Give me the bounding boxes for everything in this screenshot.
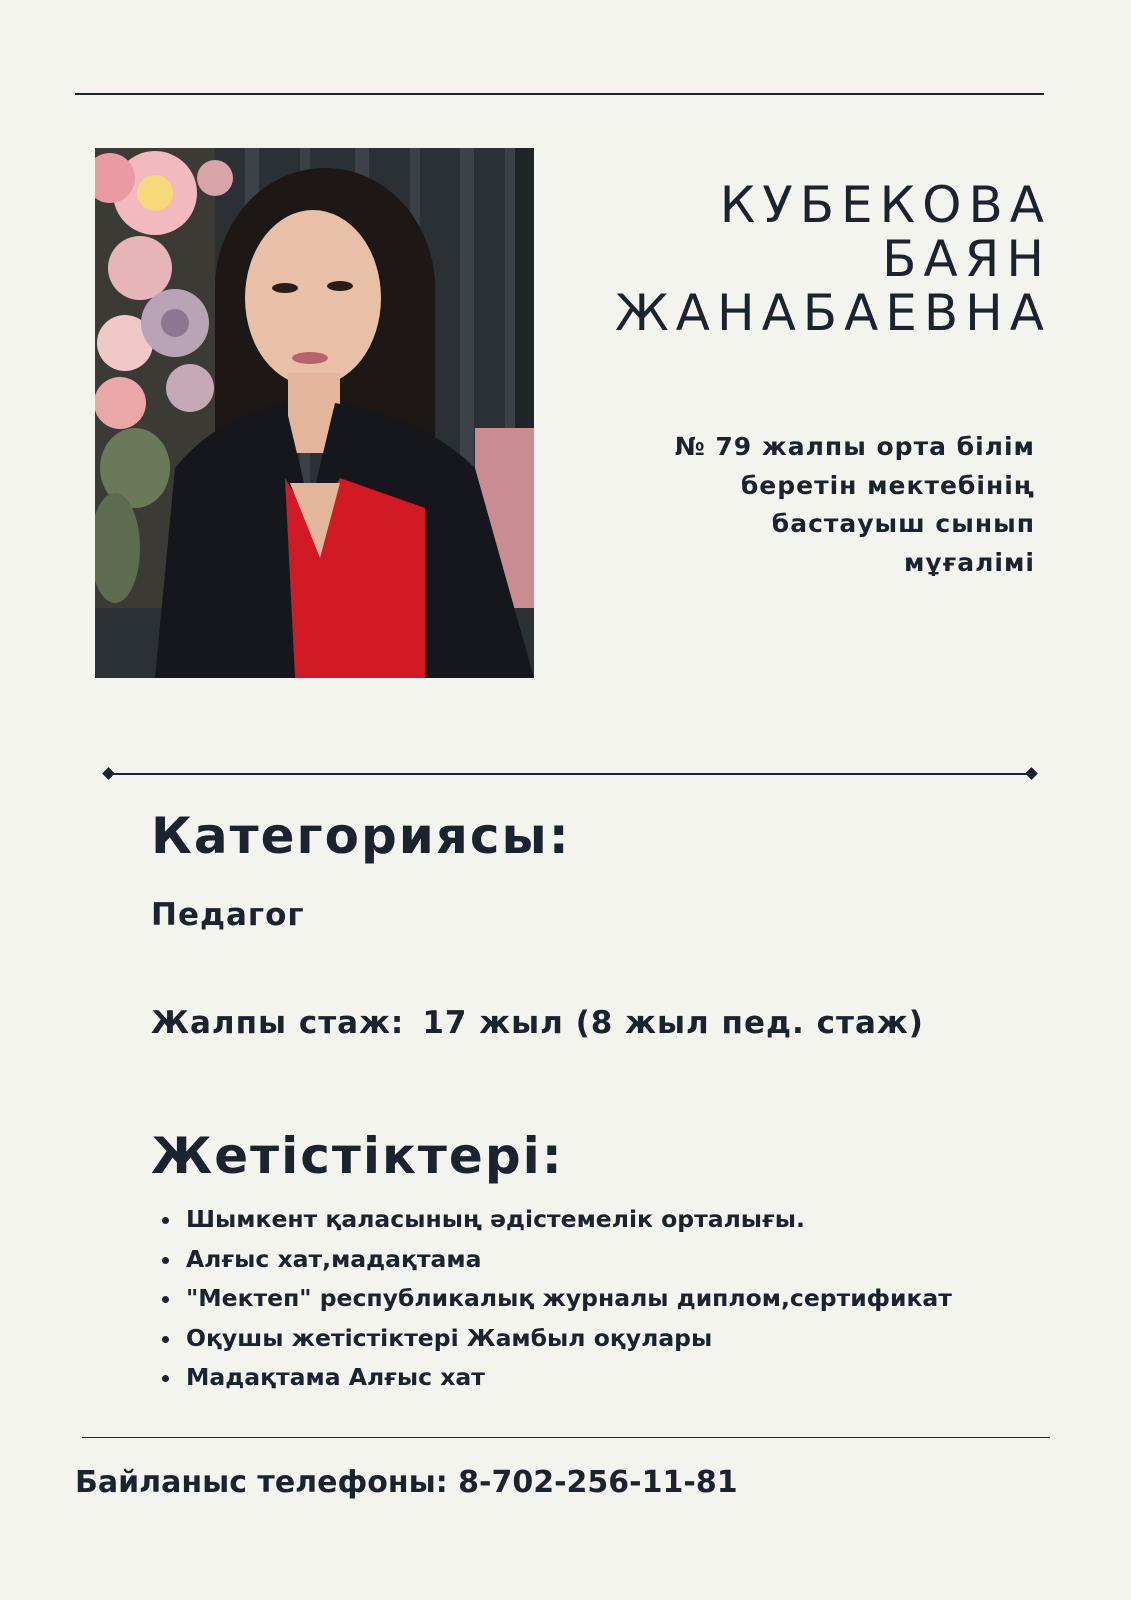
name-first: БАЯН (882, 230, 1051, 288)
person-name (615, 178, 1051, 340)
top-divider (75, 93, 1044, 95)
middle-divider (108, 773, 1032, 775)
job-title-line: № 79 жалпы орта білім (674, 432, 1035, 461)
achievement-item: "Мектеп" республикалық журналы диплом,сертификат (158, 1279, 952, 1319)
achievement-item: Мадақтама Алғыс хат (158, 1358, 952, 1398)
bottom-divider (82, 1437, 1050, 1438)
category-value: Педагог (151, 897, 305, 933)
job-title-line: беретін мектебінің (740, 470, 1035, 500)
divider-diamond-icon (1025, 767, 1038, 780)
job-title-line: бастауыш сынып (771, 509, 1035, 538)
achievement-item: Оқушы жетістіктері Жамбыл оқулары (158, 1319, 952, 1359)
achievements-heading: Жетістіктері: (151, 1127, 564, 1185)
divider-diamond-icon (102, 767, 115, 780)
job-title-line: мұғалімі (903, 547, 1035, 577)
achievements-list (158, 1200, 952, 1398)
name-surname: КУБЕКОВА (719, 176, 1051, 234)
portrait-photo (95, 148, 534, 678)
achievement-item: Шымкент қаласының әдістемелік орталығы. (158, 1200, 952, 1240)
contact-phone: Байланыс телефоны: 8-702-256-11-81 (75, 1465, 738, 1500)
experience-value: 17 жыл (8 жыл пед. стаж) (422, 1005, 924, 1041)
achievement-item: Алғыс хат,мадақтама (158, 1240, 952, 1280)
category-heading: Категориясы: (151, 807, 571, 865)
experience-label: Жалпы стаж: (151, 1005, 405, 1041)
job-title (615, 428, 1035, 582)
name-patronymic: ЖАНАБАЕВНА (614, 284, 1051, 342)
experience-line (151, 1005, 924, 1041)
